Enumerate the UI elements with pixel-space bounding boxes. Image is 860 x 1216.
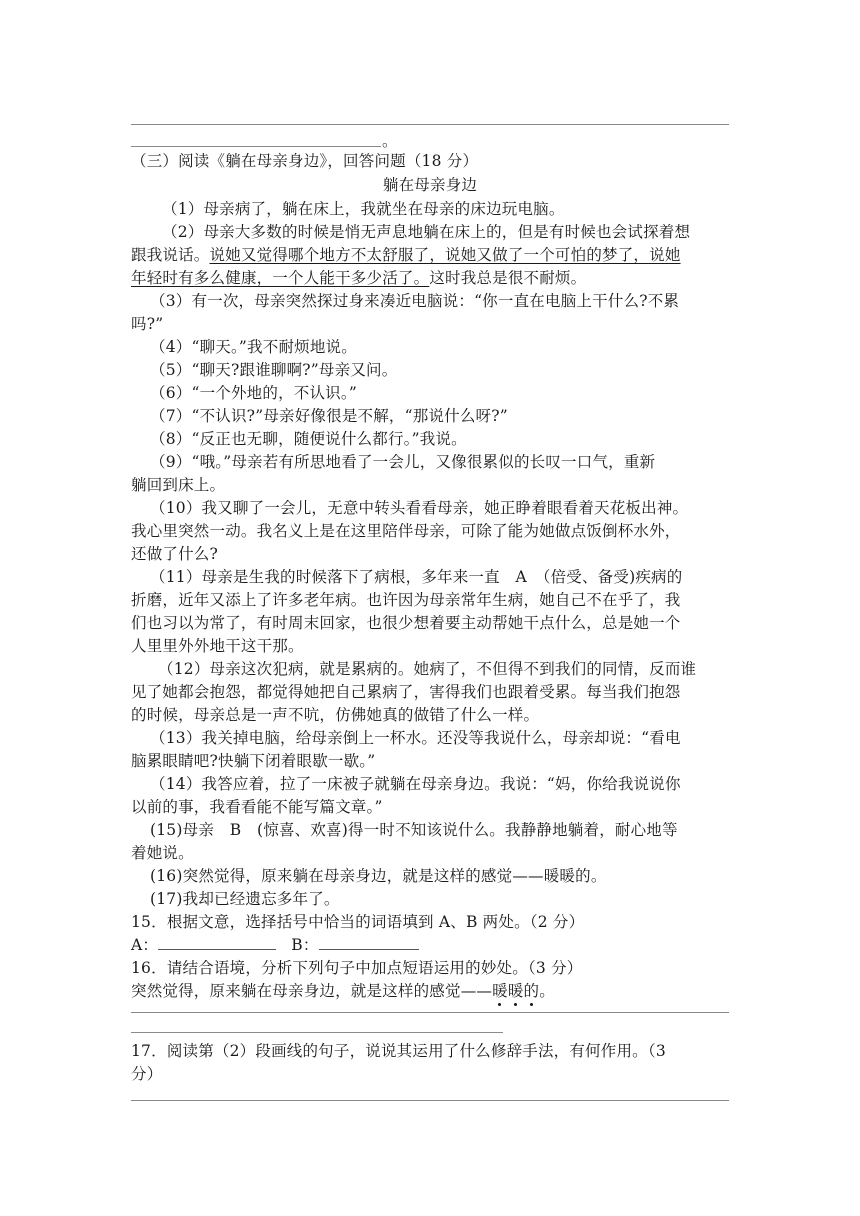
paragraph-11-line: 人里里外外地干这干那。: [131, 637, 304, 655]
question-15: 15．根据文意，选择括号中恰当的词语填到 A、B 两处。（2 分）: [131, 913, 585, 931]
paragraph-6: （6）“一个外地的，不认识。”: [150, 384, 357, 402]
paragraph-12-line: 的时候，母亲总是一声不吭，仿佛她真的做错了什么一样。: [131, 706, 540, 724]
dotted-word: 暖: [492, 982, 508, 1000]
paragraph-15-line: (15)母亲 B (惊喜、欢喜)得一时不知该说什么。我静静地躺着，耐心地等: [150, 821, 678, 839]
answer-a-blank[interactable]: [158, 935, 276, 950]
section-title: （三）阅读《躺在母亲身边》，回答问题（18 分）: [131, 152, 479, 170]
answer-b-label: B：: [291, 936, 319, 954]
question-16: 16．请结合语境，分析下列句子中加点短语运用的妙处。（3 分）: [131, 959, 583, 977]
paragraph-4: （4）“聊天。”我不耐烦地说。: [150, 338, 357, 356]
answer-a-label: A：: [131, 936, 159, 954]
paragraph-2-line: （2）母亲大多数的时候是悄无声息地躺在床上的，但是有时候也会试探着想: [162, 223, 691, 241]
paragraph-9-line: 躺回到床上。: [131, 476, 226, 494]
paragraph-3-line: （3）有一次，母亲突然探过身来凑近电脑说：“你一直在电脑上干什么?不累: [150, 292, 680, 310]
dotted-word: 的: [523, 982, 540, 1000]
answer-line: [131, 124, 729, 125]
answer-b-blank[interactable]: [319, 935, 419, 950]
paragraph-17: (17)我却已经遗忘多年了。: [150, 890, 340, 908]
paragraph-2-text: 这时我总是很不耐烦。: [429, 269, 587, 287]
paragraph-13-line: （13）我关掉电脑，给母亲倒上一杯水。还没等我说什么，母亲却说：“看电: [150, 729, 681, 747]
paragraph-14-line: 以前的事，我看看能不能写篇文章。”: [131, 798, 383, 816]
paragraph-13-line: 脑累眼睛吧?快躺下闭着眼歇一歇。”: [131, 752, 376, 770]
quote-text: 。: [539, 982, 555, 1000]
quote-text: 突然觉得，原来躺在母亲身边，就是这样的感觉——: [131, 982, 493, 1000]
paragraph-12-line: （12）母亲这次犯病，就是累病的。她病了，不但得不到我们的同情，反而谁: [158, 660, 697, 678]
paragraph-11-line: 们也习以为常了，有时周末回家，也很少想着要主动帮她干点什么，总是她一个: [131, 614, 681, 632]
paragraph-1: （1）母亲病了，躺在床上，我就坐在母亲的床边玩电脑。: [162, 200, 565, 218]
paragraph-7: （7）“不认识?”母亲好像很是不解，“那说什么呀?”: [150, 407, 508, 425]
paragraph-11-line: 折磨，近年又添上了许多老年病。也许因为母亲常年生病，她自己不在乎了，我: [131, 591, 681, 609]
paragraph-2-text: 跟我说话。: [131, 246, 210, 264]
paragraph-11-line: （11）母亲是生我的时候落下了病根，多年来一直 A （倍受、备受)疾病的: [150, 568, 683, 586]
paragraph-10-line: （10）我又聊了一会儿，无意中转头看看母亲，她正睁着眼看着天花板出神。: [150, 499, 689, 517]
paragraph-10-line: 我心里突然一动。我名义上是在这里陪伴母亲，可除了能为她做点饭倒杯水外，: [131, 522, 681, 540]
question-17-line: 17．阅读第（2）段画线的句子，说说其运用了什么修辞手法，有何作用。（3: [131, 1042, 666, 1060]
paragraph-14-line: （14）我答应着，拉了一床被子就躺在母亲身边。我说：“妈，你给我说说你: [150, 775, 681, 793]
paragraph-16: (16)突然觉得，原来躺在母亲身边，就是这样的感觉——暖暖的。: [150, 867, 607, 885]
question-15-answer-row: [131, 934, 731, 956]
question-17-line: 分）: [131, 1065, 163, 1083]
answer-line: [131, 146, 381, 147]
paragraph-12-line: 见了她都会抱怨，都觉得她把自己累病了，害得我们也跟着受累。每当我们抱怨: [131, 683, 681, 701]
answer-line[interactable]: [131, 1100, 729, 1101]
underlined-sentence: 说她又觉得哪个地方不太舒服了，说她又做了一个可怕的梦了，说她: [209, 246, 681, 264]
paragraph-10-line: 还做了什么?: [131, 545, 219, 563]
paragraph-15-line: 着她说。: [131, 844, 194, 862]
paragraph-5: （5）“聊天?跟谁聊啊?”母亲又问。: [150, 361, 398, 379]
underlined-sentence: 年轻时有多么健康，一个人能干多少活了。: [131, 269, 430, 287]
article-title: 躺在母亲身边: [382, 176, 478, 194]
question-16-quote: [131, 980, 731, 1002]
paragraph-2-line: [131, 244, 731, 266]
answer-line[interactable]: [131, 1032, 503, 1033]
paragraph-2-line: [131, 267, 731, 289]
answer-line[interactable]: [131, 1012, 729, 1013]
paragraph-8: （8）“反正也无聊，随便说什么都行。”我说。: [150, 430, 467, 448]
paragraph-9-line: （9）“哦。”母亲若有所思地看了一会儿，又像很累似的长叹一口气，重新: [150, 453, 656, 471]
dotted-word: 暖: [507, 982, 524, 1000]
answer-line-end: 。: [382, 132, 398, 150]
paragraph-3-line: 吗?”: [131, 315, 164, 333]
